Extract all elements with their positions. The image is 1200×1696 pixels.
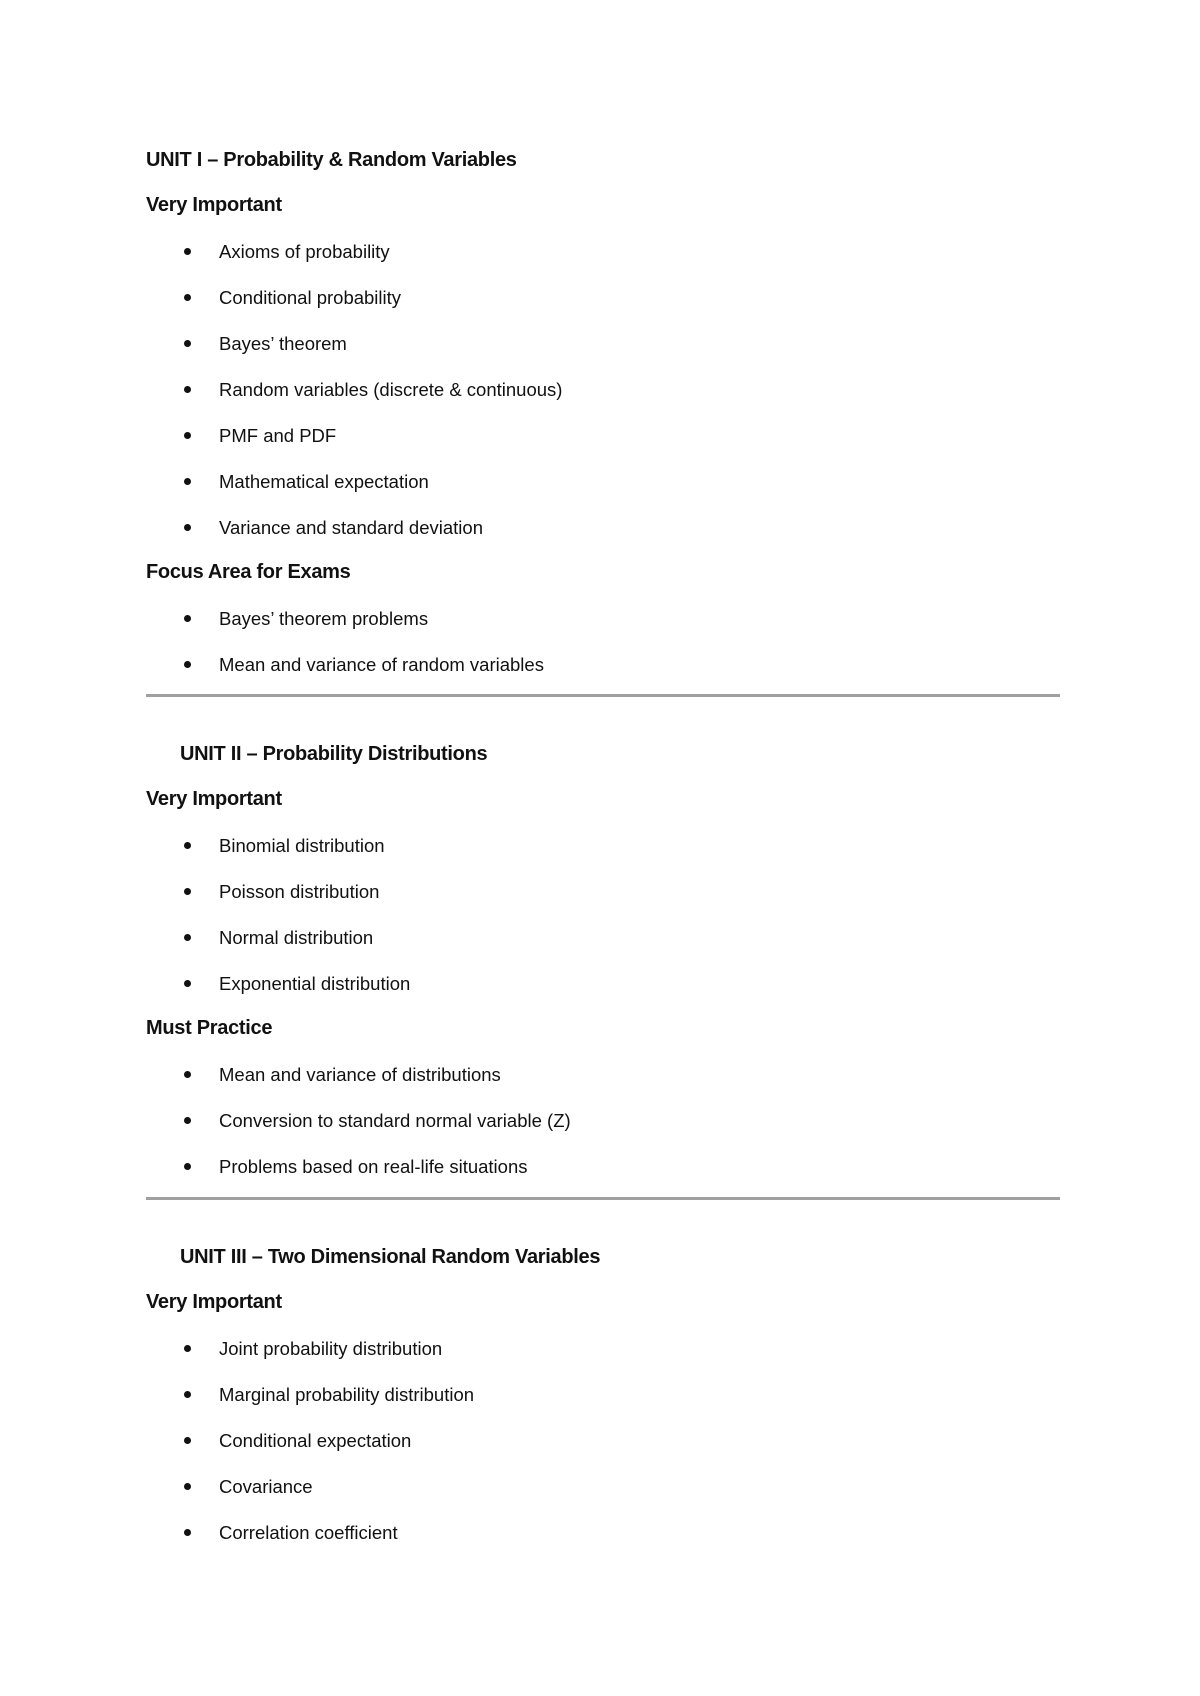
list-item: Marginal probability distribution [219,1384,475,1405]
list-item: Mean and variance of random variables [219,654,544,675]
list-item: Joint probability distribution [219,1338,443,1359]
bullet-icon [184,386,191,393]
bullet-icon [184,1437,191,1444]
bullet-icon [184,934,191,941]
bullet-icon [184,1117,191,1124]
bullet-icon [184,340,191,347]
bullet-icon [184,524,191,531]
bullet-icon [184,1529,191,1536]
list-item: Bayes’ theorem [219,333,347,354]
list-item: Conditional probability [219,287,402,308]
bullet-icon [184,661,191,668]
list-item: Bayes’ theorem problems [219,608,429,629]
bullet-icon [184,478,191,485]
list-item: Binomial distribution [219,835,385,856]
list-item: Normal distribution [219,927,374,948]
list-item: Axioms of probability [219,241,390,262]
unit-1-very-important-heading: Very Important [146,194,282,216]
bullet-icon [184,248,191,255]
bullet-icon [184,1163,191,1170]
section-divider [146,1197,1060,1200]
list-item: Conditional expectation [219,1430,412,1451]
unit-3-very-important-heading: Very Important [146,1291,282,1313]
list-item: Conversion to standard normal variable (Z) [219,1110,571,1131]
bullet-icon [184,1345,191,1352]
unit-3-title: UNIT III – Two Dimensional Random Variables [180,1246,601,1268]
list-item: Poisson distribution [219,881,380,902]
list-item: PMF and PDF [219,425,337,446]
list-item: Mathematical expectation [219,471,429,492]
list-item: Covariance [219,1476,313,1497]
bullet-icon [184,980,191,987]
bullet-icon [184,432,191,439]
unit-2-very-important-heading: Very Important [146,788,282,810]
list-item: Random variables (discrete & continuous) [219,379,563,400]
unit-2-title: UNIT II – Probability Distributions [180,743,488,765]
bullet-icon [184,294,191,301]
bullet-icon [184,1391,191,1398]
bullet-icon [184,888,191,895]
bullet-icon [184,615,191,622]
unit-1-focus-area-heading: Focus Area for Exams [146,561,351,583]
list-item: Correlation coefficient [219,1522,398,1543]
bullet-icon [184,1483,191,1490]
bullet-icon [184,1071,191,1078]
list-item: Problems based on real-life situations [219,1156,528,1177]
list-item: Mean and variance of distributions [219,1064,501,1085]
list-item: Exponential distribution [219,973,411,994]
unit-1-title: UNIT I – Probability & Random Variables [146,149,517,171]
unit-2-must-practice-heading: Must Practice [146,1017,273,1039]
list-item: Variance and standard deviation [219,517,483,538]
section-divider [146,694,1060,697]
bullet-icon [184,842,191,849]
